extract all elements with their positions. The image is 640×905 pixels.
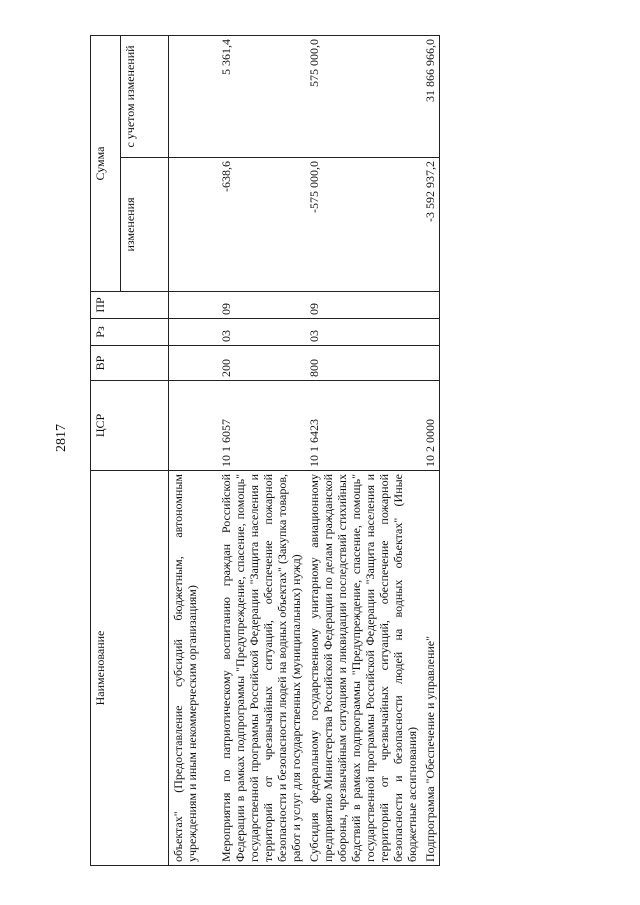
row-change: -638,6: [217, 158, 305, 292]
table-header: [91, 35, 169, 865]
row-csr: 10 1 6057: [217, 381, 305, 471]
header-with-change: с учетом изменений: [121, 35, 169, 157]
row-vr: [421, 346, 440, 381]
row-rz: [421, 319, 440, 346]
row-total: 5 361,4: [217, 35, 305, 157]
row-name: Субсидия федеральному государственному унитарному авиационному предприятию Министерства Российской Федерации по делам гражданской обороны, чрезвычайным ситуациям и ликвидации последствий стихийных бедствий в рамках подпрограммы "Предупреждение, спасение, помощь" государственной программы Российской Федерации "Защита населения и территорий от чрезвычайных ситуаций, обеспечение пожарной безопасности и безопасности людей на водных объектах" (Иные бюджетные ассигнования): [305, 471, 421, 866]
budget-table: [90, 35, 440, 866]
row-csr: 10 1 6423: [305, 381, 421, 471]
row-change: -3 592 937,2: [421, 158, 440, 292]
row-vr: [169, 346, 217, 381]
row-vr: 200: [217, 346, 305, 381]
header-name: Наименование: [91, 471, 169, 866]
row-name: Подпрограмма "Обеспечение и управление": [421, 471, 440, 866]
header-change: изменения: [121, 158, 169, 292]
row-rz: 03: [305, 319, 421, 346]
row-pr: 09: [305, 292, 421, 319]
row-name: объектах" (Предоставление субсидий бюджетным, автономным учреждениям и иным некоммерческим организациям): [169, 471, 217, 866]
row-pr: [421, 292, 440, 319]
row-pr: [169, 292, 217, 319]
row-vr: 800: [305, 346, 421, 381]
row-name: Мероприятия по патриотическому воспитанию граждан Российской Федерации в рамках подпрограммы "Предупреждение, спасение, помощь" государственной программы Российской Федерации "Защита населения и территорий от чрезвычайных ситуаций, обеспечение пожарной безопасности и безопасности людей на водных объектах" (Закупка товаров, работ и услуг для государственных (муниципальных) нужд): [217, 471, 305, 866]
header-pr: ПР: [91, 292, 169, 319]
row-csr: [169, 381, 217, 471]
header-csr: ЦСР: [91, 381, 169, 471]
row-rz: [169, 319, 217, 346]
table-row: [169, 35, 217, 865]
header-vr: ВР: [91, 346, 169, 381]
budget-page: [90, 36, 560, 866]
row-change: -575 000,0: [305, 158, 421, 292]
header-sum: Сумма: [91, 35, 121, 291]
row-total: 575 000,0: [305, 35, 421, 157]
row-rz: 03: [217, 319, 305, 346]
row-total: 31 866 966,0: [421, 35, 440, 157]
page-number: 2817: [54, 424, 69, 452]
row-total: [169, 35, 217, 157]
row-pr: 09: [217, 292, 305, 319]
row-change: [169, 158, 217, 292]
row-csr: 10 2 0000: [421, 381, 440, 471]
header-rz: Рз: [91, 319, 169, 346]
table-row: [217, 35, 305, 865]
table-row: [421, 35, 440, 865]
table-row: [305, 35, 421, 865]
